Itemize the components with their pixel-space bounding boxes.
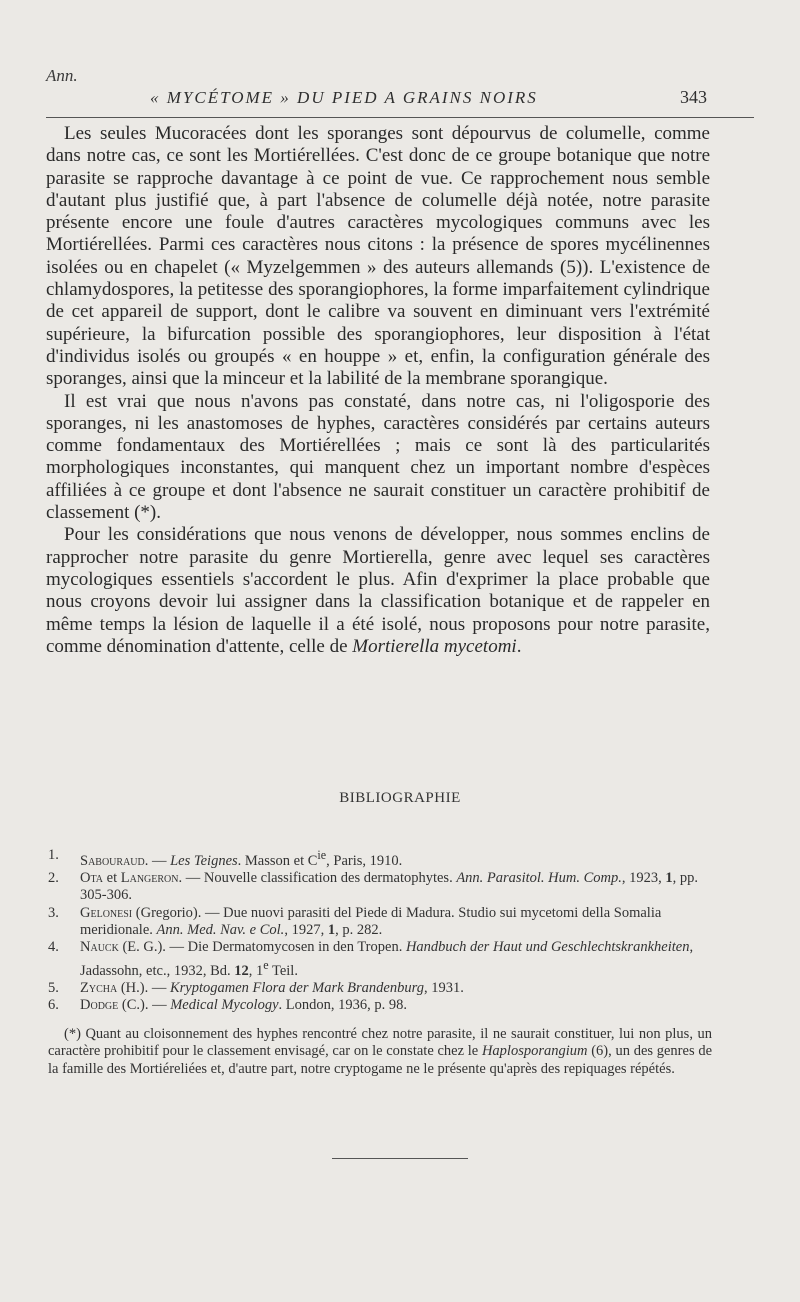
- bib-journal: Kryptogamen Flora der Mark Brandenburg: [169, 979, 424, 996]
- bib-journal: Medical Mycology: [170, 997, 279, 1014]
- bib-number: 5.: [48, 979, 59, 996]
- bib-journal: Ann. Med. Nav. e Col.: [156, 922, 285, 939]
- bib-number: 2.: [48, 870, 59, 887]
- species-name: Mortierella mycetomi: [352, 635, 517, 657]
- bib-text: . Masson et C: [237, 852, 318, 869]
- bib-number: 1.: [48, 847, 59, 863]
- header-rule: [46, 117, 754, 118]
- footnote-part: (*) Quant au cloisonnement des hyphes rencontré chez notre parasite, il ne saurait constituer, lui non plus, un caractère prohibitif pour le classement envisagé, car on le constate chez le: [48, 1026, 712, 1060]
- paragraph-3-end: .: [516, 635, 522, 657]
- bib-entry: [48, 905, 712, 940]
- bib-sup: e: [263, 957, 269, 972]
- end-rule: [332, 1158, 468, 1159]
- bib-journal: Ann. Parasitol. Hum. Comp.: [456, 870, 622, 887]
- bib-author: Sabouraud.: [80, 852, 149, 869]
- bib-author: Dodge: [80, 997, 119, 1014]
- bib-author: Ota: [80, 870, 104, 887]
- bib-text: , 1923,: [621, 870, 666, 887]
- bib-text: , p. 282.: [335, 922, 383, 939]
- footnote-part: (6), un des genres de la famille des Mortiéreliées et, d'autre part, notre cryptogame ne le présente qu'après des repiquages répétés.: [48, 1043, 713, 1077]
- bib-entry: [48, 939, 712, 979]
- bib-text: et: [103, 870, 121, 887]
- bib-text: , 1: [248, 962, 264, 979]
- paragraph-2: Il est vrai que nous n'avons pas constaté, dans notre cas, ni l'oligosporie des sporanges, ni les anastomoses de hyphes, caractères considérés par certains auteurs comme fondamentaux des Mortiérellées ; mais ce sont là des particularités morphologiques inconstantes, qui manquent chez un important nombre d'espèces affiliées à ce groupe et dont l'absence ne saurait constituer un caractère prohibitif de classement (*).: [46, 390, 710, 524]
- bib-author: Gelonesi: [80, 904, 133, 921]
- bib-text: (C.). —: [118, 997, 171, 1014]
- bib-number: 3.: [48, 904, 59, 921]
- bib-text: , 1927,: [284, 922, 328, 939]
- bib-entry: [48, 997, 712, 1014]
- bib-text: , Paris, 1910.: [326, 852, 403, 869]
- bib-volume: 1: [327, 922, 336, 939]
- bib-number: 6.: [48, 997, 59, 1014]
- bib-text: (H.). —: [117, 979, 170, 996]
- bib-text: , 1931.: [423, 979, 464, 996]
- bibliography-list: [48, 847, 712, 1014]
- bib-entry: [48, 847, 712, 870]
- bib-author: Langeron.: [120, 870, 183, 887]
- bib-text: , pp. 305-306.: [80, 870, 698, 904]
- bib-entry: [48, 980, 712, 997]
- running-head-left: Ann.: [46, 66, 78, 85]
- bib-author: Nauck: [80, 939, 119, 956]
- paragraph-3-text: Pour les considérations que nous venons de développer, nous sommes enclins de rapprocher notre parasite du genre Mortierella, genre avec lequel ses caractères mycologiques essentiels s'accordent le plus. Afin d'exprimer la place probable que nous croyons devoir lui assigner dans la classification botanique et de rappeler en même temps la lésion de laquelle il a été isolé, nous proposons pour notre parasite, comme dénomination d'attente, celle de: [46, 524, 710, 657]
- bib-text: Teil.: [268, 962, 298, 979]
- bib-text: (Gregorio). — Due nuovi parasiti del Piede di Madura. Studio sui mycetomi della Somalia meridionale.: [80, 904, 662, 939]
- bib-entry: [48, 870, 712, 905]
- paragraph-3: [46, 524, 710, 658]
- bib-text: (E. G.). — Die Dermatomycosen in den Tropen.: [118, 939, 406, 956]
- bib-author: Zycha: [80, 979, 118, 996]
- bib-text: — Nouvelle classification des dermatophytes.: [182, 870, 457, 887]
- bib-volume: 12: [234, 962, 249, 979]
- bibliography-title: BIBLIOGRAPHIE: [339, 790, 461, 806]
- paragraph-1: Les seules Mucoracées dont les sporanges sont dépourvus de columelle, comme dans notre cas, ce sont les Mortiérellées. C'est donc de ce groupe botanique que notre parasite se rapproche davantage à ce point de vue. Ce rapprochement nous semble d'autant plus justifié que, à part l'absence de columelle déjà notée, notre parasite présente encore une foule d'autres caractères mycologiques communs avec les Mortiérellées. Parmi ces caractères nous citons : la présence de spores mycélinennes isolées ou en chapelet (« Myzelgemmen » des auteurs allemands (5)). L'existence de chlamydospores, la petitesse des sporangiophores, la forme imparfaitement cylindrique de cet appareil de support, dont le calibre va souvent en diminuant vers l'extrémité supérieure, la bifurcation possible des sporangiophores, leur disposition à l'état d'individus isolés ou groupés « en houppe » et, enfin, la configuration générale des sporanges, ainsi que la minceur et la labilité de la membrane sporangique.: [46, 123, 710, 390]
- bib-sup: ie: [317, 848, 327, 862]
- bib-text: —: [148, 852, 171, 869]
- bib-text: . London, 1936, p. 98.: [278, 997, 407, 1014]
- running-head-title: « MYCÉTOME » DU PIED A GRAINS NOIRS: [150, 88, 538, 107]
- bib-title: Les Teignes: [170, 852, 238, 869]
- footnote-genus: Haplosporangium: [481, 1043, 588, 1060]
- bib-number: 4.: [48, 939, 59, 956]
- page-number: 343: [680, 87, 707, 107]
- body-text: [46, 123, 710, 658]
- bib-journal: Handbuch der Haut und Geschlechtskrankheiten: [405, 939, 690, 956]
- footnote: [48, 1026, 712, 1078]
- footnote-text: [48, 1026, 712, 1078]
- bib-text: , Jadassohn, etc., 1932, Bd.: [80, 939, 694, 979]
- bib-volume: 1: [665, 870, 673, 887]
